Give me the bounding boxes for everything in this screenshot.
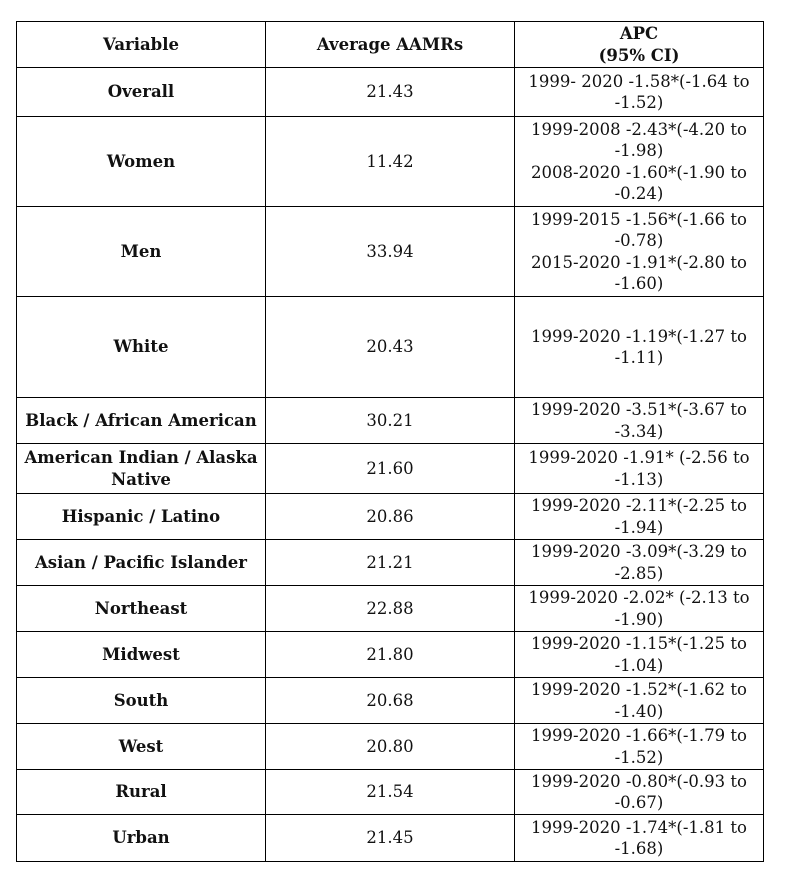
- table-row: [17, 207, 764, 297]
- apc-segment: 1999-2020 -3.51*(-3.67 to -3.34): [531, 400, 747, 441]
- row-average-aamr: 20.43: [266, 297, 515, 398]
- row-average-aamr: 30.21: [266, 398, 515, 444]
- table-body: [17, 68, 764, 862]
- apc-segment: 1999-2020 -1.52*(-1.62 to -1.40): [531, 680, 747, 721]
- row-apc: [515, 207, 764, 297]
- row-apc: [515, 724, 764, 770]
- apc-segment: 1999-2020 -3.09*(-3.29 to -2.85): [531, 542, 747, 583]
- table-row: [17, 540, 764, 586]
- apc-segment: 1999-2020 -1.74*(-1.81 to -1.68): [531, 817, 747, 858]
- row-average-aamr: 21.80: [266, 632, 515, 678]
- apc-segment: 1999-2020 -0.80*(-0.93 to -0.67): [531, 771, 747, 812]
- row-average-aamr: 22.88: [266, 586, 515, 632]
- apc-segment: 1999-2008 -2.43*(-4.20 to -1.98): [531, 119, 747, 160]
- row-average-aamr: 33.94: [266, 207, 515, 297]
- row-variable: Rural: [17, 770, 266, 815]
- table-row: [17, 724, 764, 770]
- row-average-aamr: 21.54: [266, 770, 515, 815]
- header-row: [17, 22, 764, 68]
- apc-segment: 1999-2020 -1.66*(-1.79 to -1.52): [531, 726, 747, 767]
- row-variable: Black / African American: [17, 398, 266, 444]
- apc-segment: 2015-2020 -1.91*(-2.80 to -1.60): [531, 252, 747, 293]
- header-apc-ci: (95% CI): [598, 45, 680, 65]
- row-average-aamr: 21.21: [266, 540, 515, 586]
- row-variable: Overall: [17, 68, 266, 117]
- row-apc: [515, 398, 764, 444]
- header-apc: [515, 22, 764, 68]
- table-row: [17, 117, 764, 207]
- header-apc-label: APC: [619, 24, 659, 43]
- table-row: [17, 586, 764, 632]
- row-apc: [515, 586, 764, 632]
- table-row: [17, 398, 764, 444]
- row-variable: Urban: [17, 815, 266, 862]
- apc-segment: 1999-2020 -1.15*(-1.25 to -1.04): [531, 634, 747, 675]
- row-variable: Hispanic / Latino: [17, 494, 266, 540]
- table-row: [17, 770, 764, 815]
- row-apc: [515, 678, 764, 724]
- row-apc: [515, 117, 764, 207]
- table-row: [17, 815, 764, 862]
- table-row: [17, 444, 764, 494]
- header-average-aamrs: Average AAMRs: [266, 22, 515, 68]
- row-variable: Northeast: [17, 586, 266, 632]
- table-row: [17, 632, 764, 678]
- row-average-aamr: 21.45: [266, 815, 515, 862]
- row-average-aamr: 20.86: [266, 494, 515, 540]
- apc-segment: 1999-2020 -2.02* (-2.13 to -1.90): [528, 588, 750, 629]
- row-average-aamr: 11.42: [266, 117, 515, 207]
- aamr-apc-table: [16, 21, 764, 862]
- row-apc: [515, 770, 764, 815]
- row-variable: West: [17, 724, 266, 770]
- row-apc: [515, 540, 764, 586]
- row-apc: [515, 297, 764, 398]
- row-average-aamr: 21.43: [266, 68, 515, 117]
- row-apc: [515, 68, 764, 117]
- table-row: [17, 68, 764, 117]
- row-variable: Asian / Pacific Islander: [17, 540, 266, 586]
- row-variable: American Indian / Alaska Native: [17, 444, 266, 494]
- apc-segment: 1999-2020 -1.91* (-2.56 to -1.13): [528, 448, 750, 489]
- table-row: [17, 494, 764, 540]
- row-apc: [515, 815, 764, 862]
- apc-segment: 1999-2015 -1.56*(-1.66 to -0.78): [531, 209, 747, 250]
- apc-segment: 2008-2020 -1.60*(-1.90 to -0.24): [531, 162, 747, 203]
- table-row: [17, 297, 764, 398]
- row-apc: [515, 444, 764, 494]
- header-variable: Variable: [17, 22, 266, 68]
- row-variable: Women: [17, 117, 266, 207]
- apc-segment: 1999- 2020 -1.58*(-1.64 to -1.52): [528, 71, 750, 112]
- apc-segment: 1999-2020 -2.11*(-2.25 to -1.94): [531, 496, 747, 537]
- row-variable: Midwest: [17, 632, 266, 678]
- row-apc: [515, 494, 764, 540]
- row-variable: South: [17, 678, 266, 724]
- row-average-aamr: 20.80: [266, 724, 515, 770]
- row-variable: White: [17, 297, 266, 398]
- row-variable: Men: [17, 207, 266, 297]
- table-row: [17, 678, 764, 724]
- row-average-aamr: 21.60: [266, 444, 515, 494]
- apc-segment: 1999-2020 -1.19*(-1.27 to -1.11): [531, 326, 747, 367]
- row-average-aamr: 20.68: [266, 678, 515, 724]
- row-apc: [515, 632, 764, 678]
